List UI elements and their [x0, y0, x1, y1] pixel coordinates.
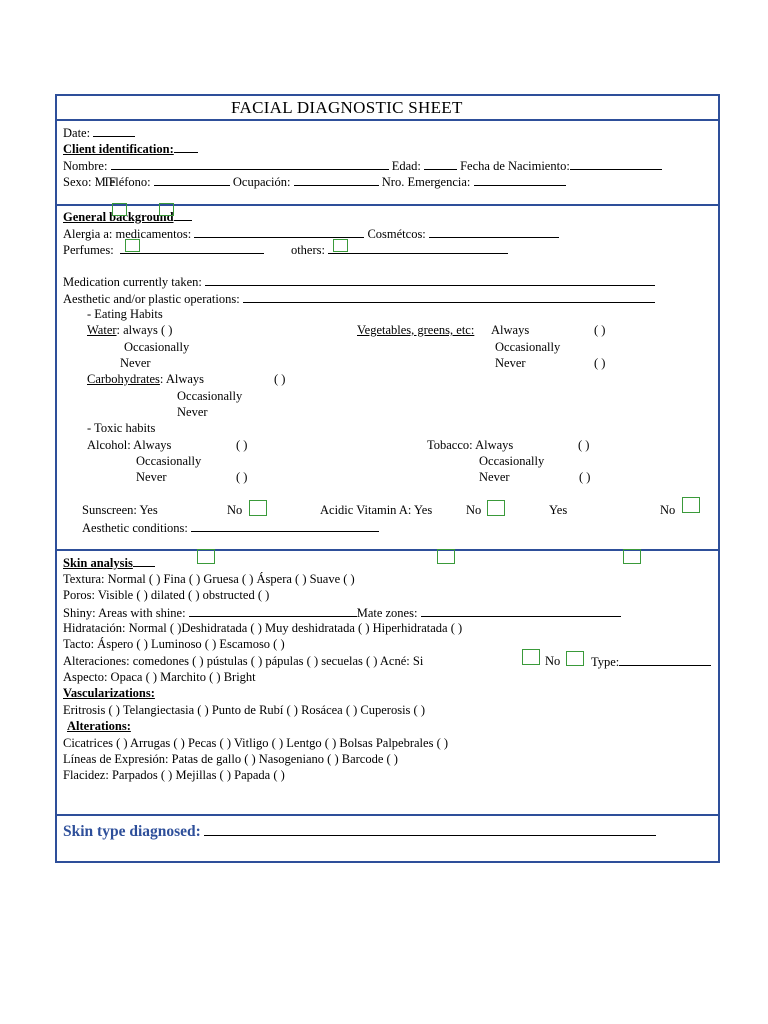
carb-label: Carbohydrates [87, 372, 160, 386]
aesthetic-ops-label: Aesthetic and/or plastic operations: [63, 292, 240, 306]
medication-row [63, 274, 655, 289]
alcohol-paren[interactable]: ( ) [236, 438, 248, 452]
nombre-label: Nombre: [63, 159, 108, 173]
checkbox[interactable] [112, 203, 127, 216]
alergia-label: Alergia a: medicamentos: [63, 227, 192, 241]
sunscreen-no-checkbox[interactable] [249, 500, 267, 516]
diagnosis-input[interactable] [204, 822, 656, 836]
divider [57, 814, 718, 816]
lineas-row: Líneas de Expresión: Patas de gallo ( ) Nasogeniano ( ) Barcode ( ) [63, 752, 398, 766]
conditions-input[interactable] [191, 520, 379, 532]
fecha-input[interactable] [570, 158, 662, 170]
veg-occasionally: Occasionally [495, 340, 561, 354]
alcohol-never: Never [136, 470, 167, 484]
shiny-row [63, 605, 621, 620]
checkbox[interactable] [197, 549, 215, 564]
general-heading-label: General background [63, 210, 174, 224]
page-title: FACIAL DIAGNOSTIC SHEET [231, 98, 463, 117]
checkbox[interactable] [623, 549, 641, 564]
flacidez-row: Flacidez: Parpados ( ) Mejillas ( ) Papada ( ) [63, 768, 285, 782]
diagnosis-row [63, 822, 656, 841]
acidic-yes: Acidic Vitamin A: Yes [320, 503, 433, 517]
divider [57, 549, 718, 551]
nombre-input[interactable] [111, 158, 389, 170]
veg-never-paren[interactable]: ( ) [594, 356, 606, 370]
vasc-items: Eritrosis ( ) Telangiectasia ( ) Punto de Rubí ( ) Rosácea ( ) Cuperosis ( ) [63, 703, 425, 717]
client-id-label: Client identification: [63, 142, 174, 156]
alcohol-never-paren[interactable]: ( ) [236, 470, 248, 484]
conditions-label: Aesthetic conditions: [82, 521, 188, 535]
acne-type-label: Type: [591, 655, 620, 669]
mate-label: Mate zones: [356, 606, 418, 620]
perfumes-label: Perfumes: [63, 243, 114, 257]
water-always-label: : always ( ) [116, 323, 173, 337]
tobacco-never: Never [479, 470, 510, 484]
telefono-input[interactable] [154, 174, 230, 186]
cosmeticos-label: Cosmétcos: [367, 227, 426, 241]
tobacco-always: Tobacco: Always [427, 438, 514, 452]
checkbox[interactable] [437, 549, 455, 564]
vasc-heading: Vascularizations: [63, 686, 155, 700]
ocupacion-label: Ocupación: [232, 175, 291, 189]
poros-row: Poros: Visible ( ) dilated ( ) obstructed ( ) [63, 588, 270, 602]
sexo-row [63, 174, 566, 189]
alergia-input[interactable] [194, 226, 364, 238]
acne-no-checkbox[interactable] [566, 651, 584, 666]
medication-label: Medication currently taken: [63, 275, 202, 289]
alcohol-occasionally: Occasionally [136, 454, 202, 468]
others-label: others: [290, 243, 325, 257]
veg-always-paren[interactable]: ( ) [594, 323, 606, 337]
shiny-input[interactable] [189, 605, 357, 617]
sunscreen-no: No [227, 503, 243, 517]
skin-heading [63, 555, 155, 570]
diagnostic-sheet [55, 94, 720, 863]
fecha-label: Fecha de Nacimiento: [460, 159, 570, 173]
mate-input[interactable] [421, 605, 621, 617]
acne-type-row [591, 654, 711, 669]
others-checkbox[interactable] [333, 239, 348, 252]
nombre-row [63, 158, 662, 173]
textura-row: Textura: Normal ( ) Fina ( ) Gruesa ( ) Áspera ( ) Suave ( ) [63, 572, 355, 586]
extra-no: No [660, 503, 676, 517]
tobacco-paren[interactable]: ( ) [578, 438, 590, 452]
carb-paren[interactable]: ( ) [274, 372, 286, 386]
water-never: Never [120, 356, 151, 370]
aesthetic-ops-input[interactable] [243, 291, 655, 303]
cicatrices-row: Cicatrices ( ) Arrugas ( ) Pecas ( ) Vitligo ( ) Lentgo ( ) Bolsas Palpebrales ( ) [63, 736, 449, 750]
perfumes-checkbox[interactable] [125, 239, 140, 252]
perfumes-input[interactable] [120, 242, 264, 254]
veg-label: Vegetables, greens, etc: [357, 323, 475, 337]
ocupacion-input[interactable] [294, 174, 379, 186]
acne-si-checkbox[interactable] [522, 649, 540, 665]
sexo-label: Sexo: M F [63, 175, 116, 189]
aspecto-row: Aspecto: Opaca ( ) Marchito ( ) Bright [63, 670, 256, 684]
water-always [87, 323, 172, 337]
cosmeticos-input[interactable] [429, 226, 559, 238]
checkbox[interactable] [159, 203, 174, 216]
toxic-heading: - Toxic habits [87, 421, 156, 435]
tobacco-never-paren[interactable]: ( ) [579, 470, 591, 484]
alcohol-always: Alcohol: Always [87, 438, 172, 452]
general-heading-line [174, 209, 192, 221]
acidic-no: No [466, 503, 482, 517]
medication-input[interactable] [205, 274, 655, 286]
alter-heading: Alterations: [67, 719, 131, 733]
date-field[interactable] [63, 125, 135, 140]
carb-occasionally: Occasionally [177, 389, 243, 403]
carb-always-label: : Always [159, 372, 205, 386]
others-input[interactable] [328, 242, 508, 254]
skin-heading-line [133, 555, 155, 567]
eating-heading: - Eating Habits [87, 307, 163, 321]
diagnosis-label: Skin type diagnosed: [63, 823, 201, 840]
carb-always [87, 372, 204, 386]
divider [57, 204, 718, 206]
aesthetic-ops-row [63, 291, 655, 306]
water-label: Water [87, 323, 117, 337]
telefono-label: Teléfono: [102, 175, 151, 189]
carb-never: Never [177, 405, 208, 419]
emergencia-label: Nro. Emergencia: [381, 175, 471, 189]
water-occasionally: Occasionally [124, 340, 190, 354]
emergencia-input[interactable] [474, 174, 566, 186]
client-id-line [174, 141, 198, 153]
extra-no-checkbox[interactable] [682, 497, 700, 513]
veg-always: Always [491, 323, 530, 337]
acne-no: No [545, 654, 561, 668]
shiny-label: Shiny: Areas with shine: [63, 606, 186, 620]
divider [57, 119, 718, 121]
edad-label: Edad: [391, 159, 421, 173]
sunscreen-yes: Sunscreen: Yes [82, 503, 158, 517]
client-id-heading [63, 141, 198, 156]
hidratacion-row: Hidratación: Normal ( )Deshidratada ( ) Muy deshidratada ( ) Hiperhidratada ( ) [63, 621, 463, 635]
date-label: Date: [63, 126, 91, 140]
tacto-row: Tacto: Áspero ( ) Luminoso ( ) Escamoso ( ) [63, 637, 285, 651]
acidic-no-checkbox[interactable] [487, 500, 505, 516]
conditions-row [82, 520, 379, 535]
skin-heading-label: Skin analysis [63, 556, 133, 570]
date-input[interactable] [93, 125, 135, 137]
alteraciones-row: Alteraciones: comedones ( ) pústulas ( ) pápulas ( ) secuelas ( ) Acné: Si [63, 654, 424, 668]
acne-type-input[interactable] [619, 654, 711, 666]
tobacco-occasionally: Occasionally [479, 454, 545, 468]
veg-never: Never [495, 356, 526, 370]
extra-yes: Yes [549, 503, 568, 517]
edad-input[interactable] [424, 158, 457, 170]
